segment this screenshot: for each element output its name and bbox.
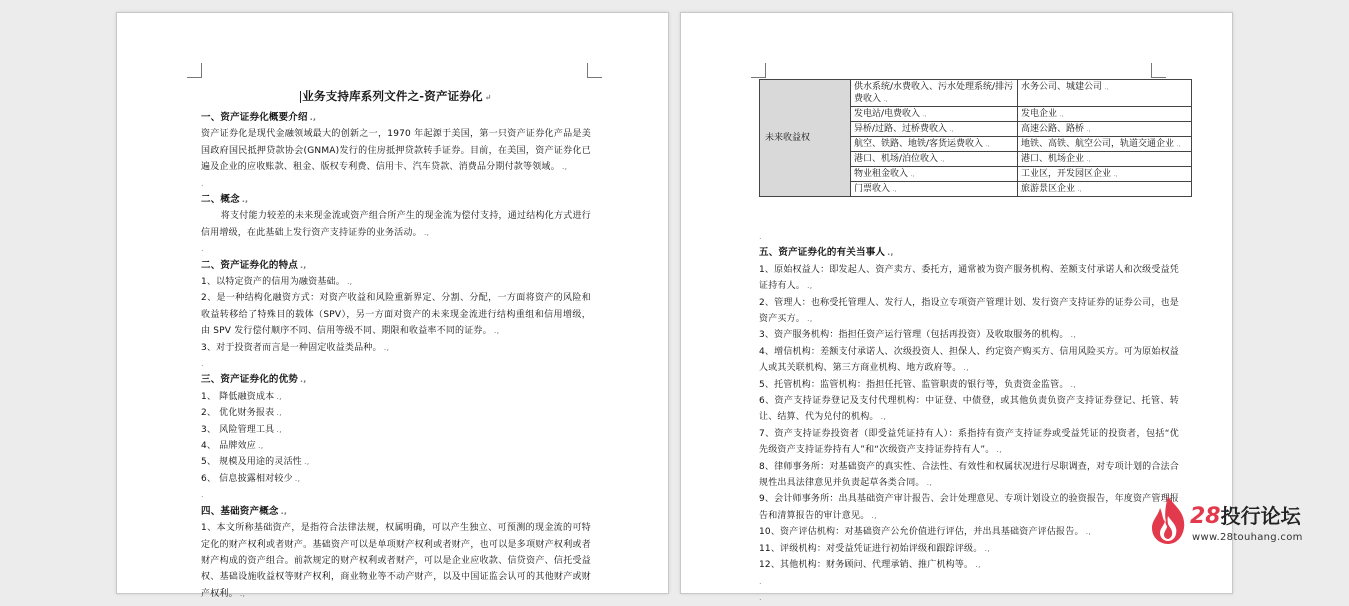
section-heading: 二、概念 .,: [201, 194, 249, 206]
issuer-type-cell: 水务公司、城建公司 .,: [1018, 80, 1192, 107]
paragraph: 7、资产支持证券投资者（即受益凭证持有人）：系指持有资产支持证券或受益凭证的投资者，包括“优先级资产支持证券持有人”和“次级资产支持证券持有人”。 .,: [759, 428, 1179, 456]
paragraph: 8、律师事务所：对基础资产的真实性、合法性、有效性和权属状况进行尽职调查，对专项计划的合法合规性出具法律意见并负责起草各类合同。 .,: [759, 461, 1179, 489]
paragraph: 5、托管机构：监管机构：指担任托管、监管职责的银行等，负责资金监管。 .,: [759, 379, 1077, 390]
issuer-type-cell: 发电企业 .,: [1018, 107, 1192, 122]
asset-type-cell: 门票收入 .,: [851, 182, 1018, 197]
empty-paragraph: .: [201, 178, 204, 188]
crop-mark-top-left: [751, 63, 766, 78]
crop-mark-top-left: [187, 63, 202, 78]
empty-paragraph: .: [759, 576, 762, 586]
paragraph: 3、对于投资者而言是一种固定收益类品种。 .,: [201, 342, 390, 353]
paragraph: 1、本文所称基础资产，是指符合法律法规，权属明确，可以产生独立、可预测的现金流的可特定化的财产权利或者财产。基础资产可以是单项财产权利或者财产，也可以是多项财产权利或者财产构成的资产组合。前款规定的财产权利或者财产，可以是企业应收款、信贷资产、信托受益权、基础设施收益权等财产权利，商业物业等不动产财产，以及中国证监会认可的其他财产或财产权利。 .,: [201, 523, 591, 599]
section-heading: 四、基础资产概念 .,: [201, 505, 288, 517]
asset-type-cell: 航空、铁路、地铁/客货运费收入 .,: [851, 137, 1018, 152]
paragraph: 9、会计师事务所：出具基础资产审计报告、会计处理意见、专项计划设立的验资报告，年度资产管理报告和清算报告的审计意见。 .,: [759, 494, 1179, 521]
section-heading: 二、资产证券化的特点 .,: [201, 259, 307, 271]
issuer-type-cell: 高速公路、路桥 .,: [1018, 122, 1192, 137]
logo-title: 28投行论坛: [1190, 504, 1301, 529]
paragraph: 1、原始权益人：即发起人、资产卖方、委托方，通常被为资产服务机构、差额支付承诺人和次级受益凭证持有人。 .,: [759, 264, 1179, 292]
paragraph: 11、评级机构：对受益凭证进行初始评级和跟踪评级。 .,: [759, 543, 990, 554]
crop-mark-top-right: [587, 63, 602, 78]
paragraph: 3、资产服务机构：指担任资产运行管理（包括再投资）及收取服务的机构。 .,: [759, 330, 1077, 341]
paragraph: 将支付能力较差的未来现金流或资产组合所产生的现金流为偿付支持，通过结构化方式进行信用增级，在此基础上发行资产支持证券的业务活动。 .,: [201, 211, 591, 238]
right-page-blocks: [759, 229, 1179, 606]
left-page-blocks: [201, 110, 591, 602]
paragraph: 2、是一种结构化融资方式：对资产收益和风险重新界定、分割、分配，一方面将资产的风险和收益转移给了特殊目的载体（SPV），另一方面对资产的未来现金流进行结构重组和信用增级，由 SPV 发行偿付顺序不同、信用等级不同、期限和收益率不同的证券。 .,: [201, 293, 591, 337]
asset-type-cell: 物业租金收入 .,: [851, 167, 1018, 182]
asset-type-cell: 供水系统/水费收入、污水处理系统/排污费收入 .,: [851, 80, 1018, 107]
empty-paragraph: .: [759, 232, 762, 241]
issuer-type-cell: 地铁、高铁、航空公司，轨道交通企业 .,: [1018, 137, 1192, 152]
paragraph: 5、 规模及用途的灵活性 .,: [201, 457, 310, 468]
paragraph: 2、管理人：也称受托管理人、发行人，指设立专项资产管理计划、发行资产支持证券的证券公司，也是资产买方。 .,: [759, 297, 1179, 325]
paragraph: 6、资产支持证券登记及支付代理机构：中证登、中债登，或其他负责负资产支持证券登记、托管、转让、结算、代为兑付的机构。 .,: [759, 396, 1179, 423]
asset-type-cell: 港口、机场/泊位收入 .,: [851, 152, 1018, 167]
document-title: 业务支持库系列文件之-资产证券化 ↵: [302, 89, 492, 103]
flame-icon: [1148, 494, 1188, 546]
site-logo[interactable]: [1148, 490, 1328, 560]
section-heading: 一、资产证券化概要介绍 .,: [201, 112, 317, 123]
crop-mark-top-right: [1151, 63, 1166, 78]
paragraph: 6、 信息披露相对较少 .,: [201, 473, 301, 484]
section-heading: 五、资产证券化的有关当事人 .,: [759, 247, 894, 259]
paragraph: 10、资产评估机构：对基础资产公允价值进行评估，并出具基础资产评估报告。 .,: [759, 527, 1092, 538]
asset-type-cell: 发电站/电费收入 .,: [851, 107, 1018, 122]
empty-paragraph: .: [201, 359, 204, 369]
paragraph: 12、其他机构：财务顾问、代理承销、推广机构等。 .,: [759, 560, 981, 571]
issuer-type-cell: 工业区，开发园区企业 .,: [1018, 167, 1192, 182]
issuer-type-cell: 港口、机场企业 .,: [1018, 152, 1192, 167]
paragraph: 3、 风险管理工具 .,: [201, 424, 282, 435]
document-page-left: [116, 12, 669, 599]
empty-paragraph: .: [201, 490, 204, 500]
table-row: [760, 80, 1192, 107]
logo-url: www.28touhang.com: [1192, 532, 1303, 543]
section-heading: 三、资产证券化的优势 .,: [201, 374, 307, 386]
right-page-content[interactable]: [759, 229, 1179, 606]
empty-paragraph: .: [201, 244, 204, 254]
paragraph: 资产证券化是现代金融领域最大的创新之一，1970 年起源于美国，第一只资产证券化产品是美国政府国民抵押贷款协会(GNMA)发行的住房抵押贷款转手证券。目前，在美国，资产证券化已遍及企业的应收账款、租金、版权专利费、信用卡、汽车贷款、消费品分期付款等领域。 .,: [201, 129, 591, 173]
paragraph: 4、 品牌效应 .,: [201, 441, 264, 452]
table-label-cell: 未来收益权: [760, 80, 851, 197]
paragraph: 1、 降低融资成本 .,: [201, 391, 282, 402]
paragraph: 1、以特定资产的信用为融资基础。 .,: [201, 277, 353, 288]
paragraph: 4、增信机构：差额支付承诺人、次级投资人、担保人、约定资产购买方、信用风险买方。可为原始权益人或其关联机构、第三方商业机构、地方政府等。 .,: [759, 346, 1179, 374]
paragraph: 2、 优化财务报表 .,: [201, 408, 282, 419]
future-income-table: [759, 79, 1192, 197]
empty-paragraph: .: [759, 592, 762, 602]
asset-type-cell: 异桥/过路、过桥费收入 .,: [851, 122, 1018, 137]
left-page-content[interactable]: [201, 87, 591, 602]
issuer-type-cell: 旅游景区企业 .,: [1018, 182, 1192, 197]
